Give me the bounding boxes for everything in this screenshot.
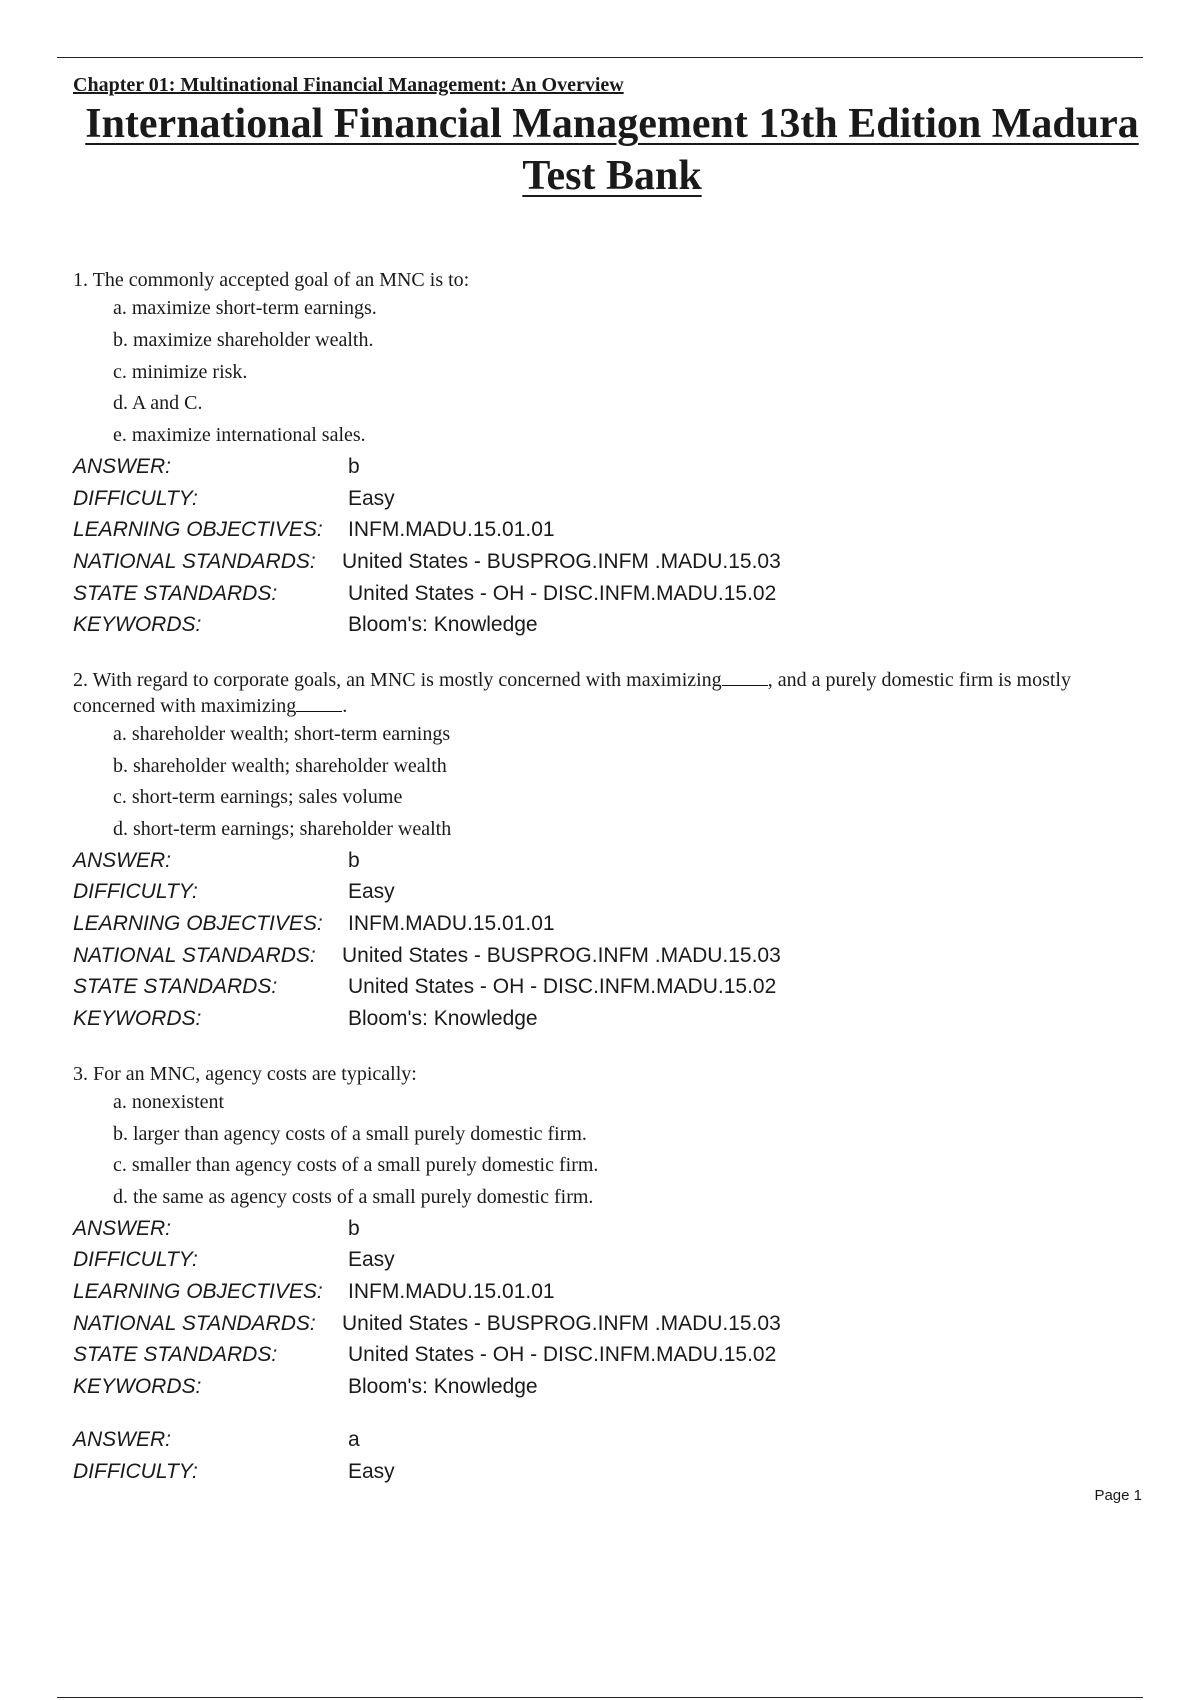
q2-difficulty-label: DIFFICULTY:: [73, 880, 198, 903]
question-1-stem: 1. The commonly accepted goal of an MNC is to:: [73, 269, 470, 291]
question-2-stem-part-1: 2. With regard to corporate goals, an MNC is mostly concerned with maximizing: [73, 669, 722, 691]
q1-kw-label: KEYWORDS:: [73, 613, 202, 636]
q2-answer-value: b: [348, 849, 360, 872]
answer-blank-1: [722, 671, 768, 686]
q3-lo-value: INFM.MADU.15.01.01: [348, 1280, 555, 1303]
question-3-option-b: b. larger than agency costs of a small purely domestic firm.: [113, 1123, 587, 1145]
chapter-heading: Chapter 01: Multinational Financial Management: An Overview: [73, 74, 624, 96]
q3-ss-label: STATE STANDARDS:: [73, 1343, 278, 1366]
q1-ss-value: United States - OH - DISC.INFM.MADU.15.02: [348, 582, 777, 605]
title-line-1: International Financial Management 13th Edition Madura: [85, 101, 1139, 147]
q1-answer-value: b: [348, 455, 360, 478]
q2-difficulty-value: Easy: [348, 880, 395, 903]
q2-ss-label: STATE STANDARDS:: [73, 975, 278, 998]
question-2-stem-part-3: .: [342, 695, 348, 717]
trailing-answer-label: ANSWER:: [73, 1428, 172, 1451]
q2-ns-label: NATIONAL STANDARDS:: [73, 944, 316, 967]
question-1-option-c: c. minimize risk.: [113, 361, 248, 383]
question-3-stem: 3. For an MNC, agency costs are typically:: [73, 1063, 417, 1085]
trailing-difficulty-label: DIFFICULTY:: [73, 1460, 198, 1483]
question-1-option-a: a. maximize short-term earnings.: [113, 297, 377, 319]
page-title: [57, 98, 1167, 202]
question-2-stem-part-2: , and a purely domestic firm is mostly concerned with maximizing: [73, 669, 1071, 717]
q2-ss-value: United States - OH - DISC.INFM.MADU.15.02: [348, 975, 777, 998]
trailing-answer-value: a: [348, 1428, 360, 1451]
q3-kw-label: KEYWORDS:: [73, 1375, 202, 1398]
q3-lo-label: LEARNING OBJECTIVES:: [73, 1280, 323, 1303]
q1-ss-label: STATE STANDARDS:: [73, 582, 278, 605]
q3-difficulty-value: Easy: [348, 1248, 395, 1271]
q1-ns-label: NATIONAL STANDARDS:: [73, 550, 316, 573]
trailing-difficulty-value: Easy: [348, 1460, 395, 1483]
question-3-option-c: c. smaller than agency costs of a small purely domestic firm.: [113, 1154, 599, 1176]
q3-answer-value: b: [348, 1217, 360, 1240]
question-2-option-c: c. short-term earnings; sales volume: [113, 786, 403, 808]
q2-kw-label: KEYWORDS:: [73, 1007, 202, 1030]
q3-answer-label: ANSWER:: [73, 1217, 172, 1240]
q2-lo-value: INFM.MADU.15.01.01: [348, 912, 555, 935]
question-2-option-b: b. shareholder wealth; shareholder wealth: [113, 755, 447, 777]
question-2-option-a: a. shareholder wealth; short-term earnings: [113, 723, 451, 745]
q2-kw-value: Bloom's: Knowledge: [348, 1007, 538, 1030]
page-number: Page 1: [1094, 1487, 1142, 1504]
q3-ns-value: United States - BUSPROG.INFM .MADU.15.03: [342, 1312, 781, 1335]
top-rule: [57, 57, 1143, 58]
q2-ns-value: United States - BUSPROG.INFM .MADU.15.03: [342, 944, 781, 967]
question-3-option-a: a. nonexistent: [113, 1091, 225, 1113]
q1-lo-label: LEARNING OBJECTIVES:: [73, 518, 323, 541]
q2-lo-label: LEARNING OBJECTIVES:: [73, 912, 323, 935]
q3-ns-label: NATIONAL STANDARDS:: [73, 1312, 316, 1335]
question-2-option-d: d. short-term earnings; shareholder wealth: [113, 818, 452, 840]
q1-lo-value: INFM.MADU.15.01.01: [348, 518, 555, 541]
q1-kw-value: Bloom's: Knowledge: [348, 613, 538, 636]
q1-ns-value: United States - BUSPROG.INFM .MADU.15.03: [342, 550, 781, 573]
q3-kw-value: Bloom's: Knowledge: [348, 1375, 538, 1398]
q1-answer-label: ANSWER:: [73, 455, 172, 478]
q3-ss-value: United States - OH - DISC.INFM.MADU.15.02: [348, 1343, 777, 1366]
question-3-option-d: d. the same as agency costs of a small purely domestic firm.: [113, 1186, 594, 1208]
q2-answer-label: ANSWER:: [73, 849, 172, 872]
question-2-stem: [73, 667, 1133, 719]
answer-blank-2: [296, 697, 342, 712]
question-1-option-e: e. maximize international sales.: [113, 424, 366, 446]
q1-difficulty-value: Easy: [348, 487, 395, 510]
q1-difficulty-label: DIFFICULTY:: [73, 487, 198, 510]
bottom-rule: [57, 1697, 1143, 1698]
title-line-2: Test Bank: [522, 153, 702, 199]
question-1-option-b: b. maximize shareholder wealth.: [113, 329, 374, 351]
question-1-option-d: d. A and C.: [113, 392, 203, 414]
q3-difficulty-label: DIFFICULTY:: [73, 1248, 198, 1271]
